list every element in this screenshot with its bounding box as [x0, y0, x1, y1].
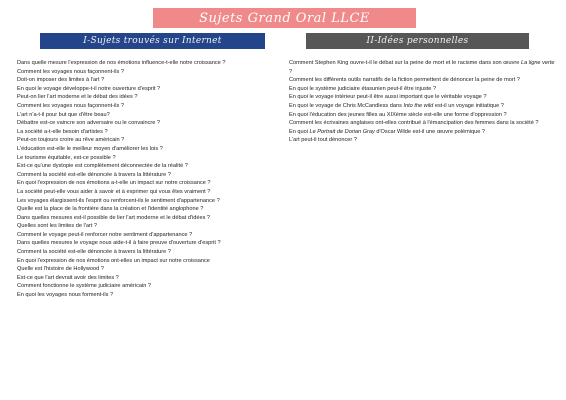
internet-topic-item: Quelles sont les limites de l'art ? [17, 223, 98, 230]
internet-topic-item: Comment fonctionne le système judiciaire américain ? [17, 283, 151, 290]
internet-topic-item: La société peut-elle vous aider à savoir et à exprimer qui vous êtes vraiment ? [17, 188, 211, 195]
personal-idea-item [289, 85, 557, 94]
internet-topic-item: La société a-t-elle besoin d'artistes ? [17, 128, 108, 135]
internet-topic-item: Peut-on toujours croire au rêve américain ? [17, 137, 125, 144]
internet-topic-item: Comment la société est-elle dénoncée à travers la littérature ? [17, 171, 171, 178]
internet-topic-item: Le tourisme équitable, est-ce possible ? [17, 154, 116, 161]
idea-text: L'art peut-il tout dénoncer ? [289, 137, 357, 144]
internet-topic-item: En quoi le voyage développe-t-il notre ouverture d'esprit ? [17, 85, 161, 92]
internet-topic-item: Quelle est l'histoire de Hollywood ? [17, 266, 104, 273]
internet-topic-item: Comment la société est-elle dénoncée à travers la littérature ? [17, 249, 171, 256]
internet-topic-item: Comment les voyages nous façonnent-ils ? [17, 102, 124, 109]
personal-idea-item [289, 102, 557, 111]
work-title: Into the wild [403, 102, 434, 109]
personal-idea-item [289, 76, 557, 85]
internet-topic-item: En quoi les voyages nous forment-ils ? [17, 292, 114, 299]
idea-text: En quoi le voyage de Chris McCandless dans [289, 102, 404, 109]
right-column-heading: II-Idées personnelles [366, 36, 469, 46]
idea-text: En quoi l'éducation des jeunes filles au XIXème siècle est-elle une forme d'oppression ? [289, 111, 507, 118]
work-title: La ligne verte [520, 60, 555, 66]
idea-text: Comment Stephen King ouvre-t-il le débat sur la peine de mort et le racisme dans son œuvre [289, 60, 521, 66]
internet-topic-item: L'art n'a-t-il pour but que d'être beau? [17, 111, 110, 118]
internet-topic-item: Doit-on imposer des limites à l'art ? [17, 77, 105, 84]
internet-topic-item: Les voyages élargissent-ils l'esprit ou renforcent-ils le sentiment d'appartenance ? [17, 197, 220, 204]
internet-topic-item: Quelle est la place de la frontière dans la création et l'identité anglophone ? [17, 206, 204, 213]
personal-ideas-list [289, 59, 557, 145]
work-title: Le Portrait de Dorian Gray [309, 128, 375, 135]
idea-text: En quoi [289, 128, 310, 135]
left-column-heading-bar [40, 33, 265, 49]
idea-text: ? [289, 68, 293, 75]
right-column-heading-bar [306, 33, 529, 49]
internet-topic-item: Peut-on lier l'art moderne et le débat des idées ? [17, 94, 138, 101]
personal-idea-item [289, 128, 557, 137]
internet-topic-item: Est-ce qu'une dystopie est complètement déconnectée de la réalité ? [17, 163, 188, 170]
internet-topic-item: En quoi l'expression de nos émotions a-t-elle un impact sur notre croissance ? [17, 180, 211, 187]
idea-text: d'Oscar Wilde est-il une œuvre polémique ? [374, 128, 486, 135]
personal-idea-item [289, 119, 557, 128]
personal-idea-item [289, 59, 557, 76]
internet-topic-item: Dans quelles mesures le voyage nous aide-t-il à faire preuve d'ouverture d'esprit ? [17, 240, 221, 247]
internet-topic-item: En quoi l'expression de nos émotions ont-elles un impact sur notre croissance [17, 257, 210, 264]
idea-text: En quoi le système judiciaire étasunien peut-il être injuste ? [289, 85, 437, 92]
page-title-banner [153, 8, 416, 28]
internet-topics-list [17, 59, 282, 300]
personal-idea-item [289, 136, 557, 145]
internet-topic-item: Débattre est-ce vaincre son adversaire ou le convaincre ? [17, 120, 161, 127]
internet-topic-item: Comment les voyages nous façonnent-ils ? [17, 68, 124, 75]
left-column-heading: I-Sujets trouvés sur Internet [83, 36, 222, 46]
idea-text: Comment les écrivaines anglaises ont-elles contribué à l'émancipation des femmes dans la société ? [289, 120, 539, 127]
internet-topic-item: L'éducation est-elle le meilleur moyen d'améliorer les lois ? [17, 145, 163, 152]
internet-topic-item: Comment le voyage peut-il renforcer notre sentiment d'appartenance ? [17, 231, 193, 238]
idea-text: est-il un voyage initiatique ? [433, 102, 504, 109]
idea-text: En quoi le voyage intérieur peut-il être aussi important que le véritable voyage ? [289, 94, 487, 101]
internet-topic-item: Dans quelle mesure l'expression de nos émotions influence-t-elle notre croissance ? [17, 60, 226, 66]
internet-topic-item: Est-ce que l'art devrait avoir des limites ? [17, 274, 119, 281]
idea-text: Comment les différents outils narratifs de la fiction permettent de dénoncer la peine de mort ? [289, 77, 520, 84]
personal-idea-item [289, 93, 557, 102]
page-title: Sujets Grand Oral LLCE [199, 10, 370, 26]
internet-topic-item: Dans quelles mesures est-il possible de lier l'art moderne et le débat d'idées ? [17, 214, 211, 221]
personal-idea-item [289, 111, 557, 120]
